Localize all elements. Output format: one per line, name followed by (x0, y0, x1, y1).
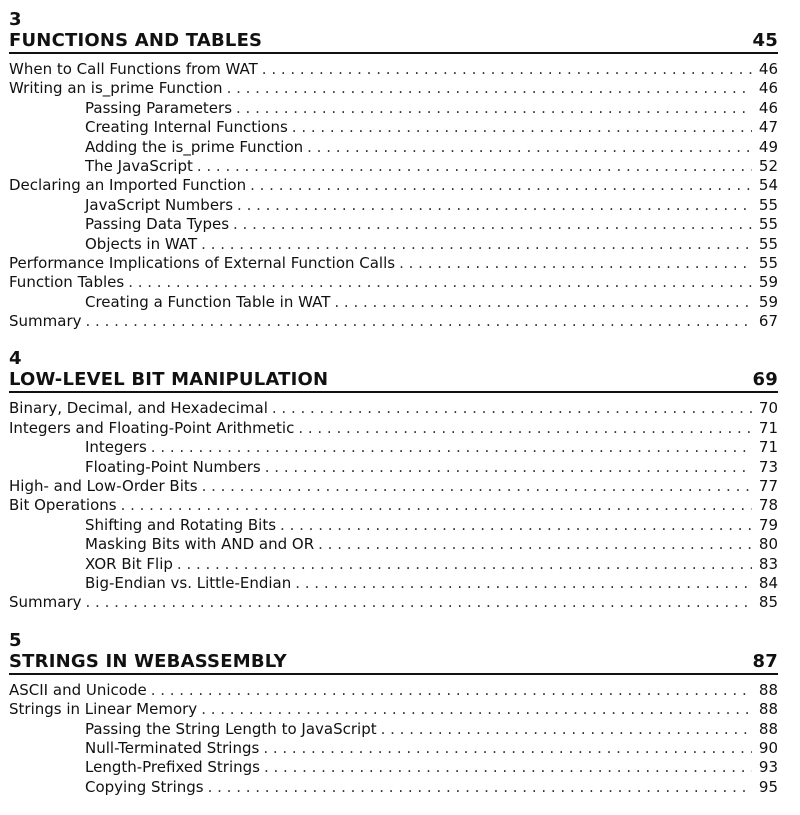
toc-subentry[interactable] (9, 215, 778, 234)
dot-leader (121, 496, 752, 515)
entry-label: ASCII and Unicode (9, 680, 147, 699)
entry-page-number: 55 (758, 215, 778, 234)
entry-label: Objects in WAT (85, 234, 198, 253)
toc-subentry[interactable] (9, 157, 778, 176)
chapter-heading[interactable] (9, 30, 778, 54)
toc-entry[interactable] (9, 60, 778, 79)
toc-entry[interactable] (9, 496, 778, 515)
dot-leader (264, 758, 752, 777)
entry-label: Declaring an Imported Function (9, 176, 247, 195)
dot-leader (292, 118, 752, 137)
chapter-section (9, 349, 778, 612)
entry-page-number: 88 (758, 700, 778, 719)
dot-leader (128, 273, 752, 292)
dot-leader (263, 739, 752, 758)
toc-subentry[interactable] (9, 778, 778, 797)
entry-label: Function Tables (9, 273, 125, 292)
dot-leader (334, 293, 752, 312)
toc-subentry[interactable] (9, 293, 778, 312)
toc-entry[interactable] (9, 273, 778, 292)
entry-page-number: 47 (758, 118, 778, 137)
dot-leader (151, 681, 752, 700)
chapter-number: 3 (9, 9, 22, 30)
chapter-list (9, 10, 778, 797)
entry-label: High- and Low-Order Bits (9, 477, 198, 496)
entry-page-number: 46 (758, 60, 778, 78)
entry-page-number: 59 (758, 273, 778, 292)
entry-page-number: 70 (758, 399, 778, 418)
entry-page-number: 49 (758, 137, 778, 156)
entry-label: Passing Data Types (85, 215, 230, 234)
entry-page-number: 46 (758, 98, 778, 117)
dot-leader (280, 516, 752, 535)
dot-leader (202, 477, 752, 496)
entry-page-number: 88 (758, 719, 778, 738)
dot-leader (177, 555, 752, 574)
toc-subentry[interactable] (9, 458, 778, 477)
dot-leader (381, 720, 752, 739)
toc-subentry[interactable] (9, 739, 778, 758)
entry-label: Writing an is_prime Function (9, 79, 223, 98)
chapter-page-number: 69 (752, 369, 778, 391)
entry-page-number: 46 (758, 79, 778, 98)
entry-label: Copying Strings (85, 777, 204, 796)
entry-label: Floating-Point Numbers (85, 457, 261, 476)
toc-entry[interactable] (9, 681, 778, 700)
entry-page-number: 85 (758, 593, 778, 612)
toc-subentry[interactable] (9, 574, 778, 593)
entry-page-number: 55 (758, 253, 778, 272)
table-of-contents (9, 10, 778, 815)
entry-label: Integers (85, 438, 147, 457)
entry-label: When to Call Functions from WAT (9, 60, 258, 78)
toc-entry[interactable] (9, 700, 778, 719)
toc-subentry[interactable] (9, 138, 778, 157)
chapter-heading[interactable] (9, 369, 778, 393)
dot-leader (201, 235, 752, 254)
chapter-section (9, 631, 778, 797)
entry-label: Summary (9, 593, 82, 612)
entry-label: Performance Implications of External Function Calls (9, 253, 396, 272)
entry-page-number: 90 (758, 738, 778, 757)
entry-label: Creating Internal Functions (85, 118, 288, 137)
chapter-number: 5 (9, 629, 22, 651)
toc-entry[interactable] (9, 399, 778, 418)
entry-label: Integers and Floating-Point Arithmetic (9, 418, 295, 437)
toc-subentry[interactable] (9, 118, 778, 137)
dot-leader (197, 157, 752, 176)
entry-label: Null-Terminated Strings (85, 738, 260, 757)
entry-page-number: 77 (758, 477, 778, 496)
entry-page-number: 55 (758, 234, 778, 253)
dot-leader (272, 399, 752, 418)
toc-entry[interactable] (9, 593, 778, 612)
chapter-page-number: 45 (752, 30, 778, 51)
entry-page-number: 95 (758, 777, 778, 796)
entry-label: Big-Endian vs. Little-Endian (85, 573, 292, 592)
entry-label: The JavaScript (85, 156, 193, 175)
entry-label: Adding the is_prime Function (85, 137, 304, 156)
entry-label: Creating a Function Table in WAT (85, 292, 331, 311)
dot-leader (236, 99, 752, 118)
chapter-title: LOW-LEVEL BIT MANIPULATION (9, 369, 329, 391)
dot-leader (233, 215, 752, 234)
entry-page-number: 52 (758, 156, 778, 175)
toc-subentry[interactable] (9, 235, 778, 254)
entry-label: Binary, Decimal, and Hexadecimal (9, 399, 268, 418)
entry-label: Strings in Linear Memory (9, 700, 198, 719)
entry-page-number: 71 (758, 418, 778, 437)
chapter-heading[interactable] (9, 651, 778, 675)
dot-leader (86, 593, 753, 612)
dot-leader (237, 196, 752, 215)
dot-leader (208, 778, 752, 797)
entry-page-number: 80 (758, 535, 778, 554)
entry-page-number: 83 (758, 554, 778, 573)
toc-entry[interactable] (9, 176, 778, 195)
dot-leader (86, 312, 753, 331)
dot-leader (295, 574, 752, 593)
entry-label: Masking Bits with AND and OR (85, 535, 315, 554)
entry-page-number: 54 (758, 176, 778, 195)
dot-leader (227, 79, 752, 98)
entry-label: Bit Operations (9, 496, 117, 515)
dot-leader (250, 176, 752, 195)
entry-page-number: 73 (758, 457, 778, 476)
dot-leader (201, 700, 752, 719)
dot-leader (298, 419, 752, 438)
entry-label: Passing Parameters (85, 98, 233, 117)
toc-entry[interactable] (9, 312, 778, 331)
entry-page-number: 59 (758, 292, 778, 311)
entry-page-number: 78 (758, 496, 778, 515)
entry-page-number: 71 (758, 438, 778, 457)
chapter-page-number: 87 (752, 650, 778, 672)
toc-entry[interactable] (9, 79, 778, 98)
dot-leader (265, 458, 752, 477)
toc-entry[interactable] (9, 477, 778, 496)
dot-leader (307, 138, 752, 157)
toc-subentry[interactable] (9, 438, 778, 457)
entry-page-number: 84 (758, 573, 778, 592)
entry-page-number: 55 (758, 195, 778, 214)
entry-page-number: 88 (758, 680, 778, 699)
toc-subentry[interactable] (9, 720, 778, 739)
dot-leader (151, 438, 752, 457)
entry-label: Length-Prefixed Strings (85, 758, 260, 777)
toc-entry[interactable] (9, 419, 778, 438)
toc-subentry[interactable] (9, 516, 778, 535)
chapter-title: FUNCTIONS AND TABLES (9, 30, 263, 51)
entry-label: XOR Bit Flip (85, 554, 173, 573)
dot-leader (399, 254, 752, 273)
entry-page-number: 67 (758, 312, 778, 331)
entry-label: Shifting and Rotating Bits (85, 515, 277, 534)
entry-label: Passing the String Length to JavaScript (85, 719, 377, 738)
dot-leader (262, 60, 752, 79)
entry-label: JavaScript Numbers (85, 195, 234, 214)
toc-subentry[interactable] (9, 555, 778, 574)
toc-subentry[interactable] (9, 535, 778, 554)
toc-subentry[interactable] (9, 758, 778, 777)
chapter-title: STRINGS IN WEBASSEMBLY (9, 650, 287, 672)
dot-leader (318, 535, 752, 554)
toc-entry[interactable] (9, 254, 778, 273)
toc-subentry[interactable] (9, 196, 778, 215)
chapter-number: 4 (9, 348, 22, 370)
toc-subentry[interactable] (9, 99, 778, 118)
entry-page-number: 93 (758, 758, 778, 777)
chapter-section (9, 10, 778, 331)
entry-label: Summary (9, 312, 82, 331)
entry-page-number: 79 (758, 515, 778, 534)
